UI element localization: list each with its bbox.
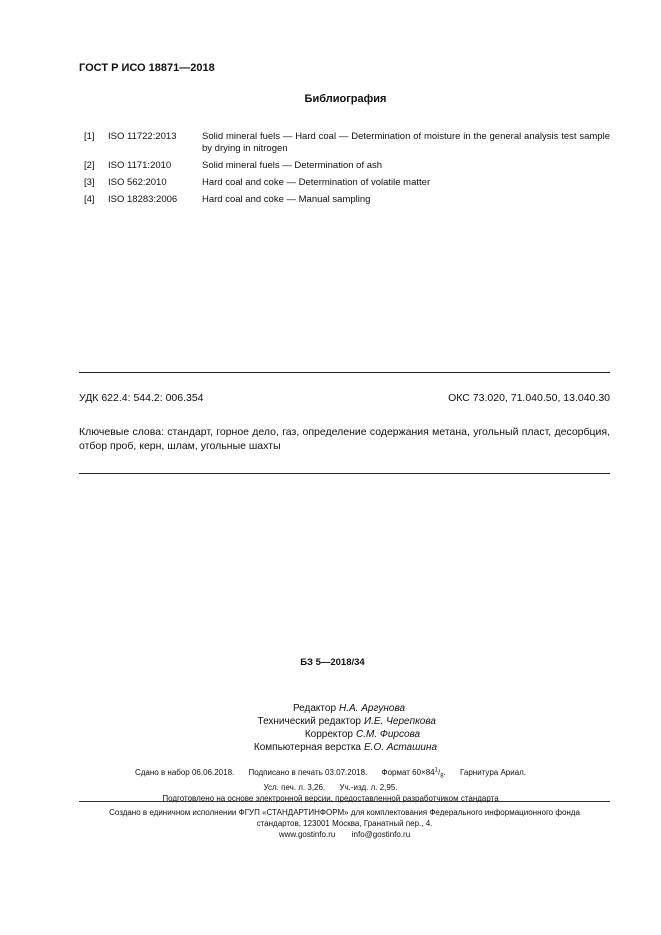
- entry-number: [4]: [84, 194, 95, 205]
- format-sub: 8: [440, 773, 444, 780]
- divider-top: [79, 372, 610, 373]
- entry-code: ISO 18283:2006: [108, 194, 178, 205]
- entry-title: Hard coal and coke — Determination of volatile matter: [202, 177, 431, 188]
- staff-list: [0, 702, 661, 758]
- entry-number: [2]: [84, 160, 95, 171]
- entry-number: [3]: [84, 177, 95, 188]
- bz-block: [0, 657, 661, 668]
- print-info: [0, 765, 661, 804]
- divider-bottom: [79, 473, 610, 474]
- bz-number: БЗ 5—2018/34: [300, 657, 365, 668]
- bibliography-entry: [84, 160, 610, 172]
- publisher-line-2: стандартов, 123001 Москва, Гранатный пер., 4.: [256, 819, 433, 828]
- bibliography-entry: [84, 131, 610, 155]
- format-prefix: Формат 60×84: [381, 767, 435, 777]
- staff-name: И.Е. Черепкова: [364, 716, 436, 727]
- entry-number: [1]: [84, 131, 95, 142]
- staff-name: Е.О. Асташина: [364, 742, 438, 753]
- bibliography-title: Библиография: [304, 93, 387, 105]
- entry-code: ISO 562:2010: [108, 177, 167, 188]
- format-suffix: .: [443, 767, 446, 777]
- format-sup: 1: [434, 767, 438, 773]
- bibliography-entry: [84, 194, 610, 206]
- staff-role: Редактор: [292, 703, 336, 714]
- website-link[interactable]: www.gostinfo.ru: [278, 830, 336, 839]
- entry-title: Solid mineral fuels — Hard coal — Determination of moisture in the general analysis test sample by drying in nitrogen: [202, 131, 610, 154]
- staff-role: Компьютерная верстка: [253, 742, 361, 753]
- typeface: Гарнитура Ариал.: [460, 767, 527, 777]
- print-info-line-3: [0, 793, 661, 804]
- document-id: ГОСТ Р ИСО 18871—2018: [79, 62, 215, 74]
- sent-date: Сдано в набор 06.06.2018.: [134, 767, 235, 777]
- divider-publisher: [79, 801, 610, 802]
- udk-code: УДК 622.4: 544.2: 006.354: [79, 392, 204, 404]
- print-sheets: Усл. печ. л. 3,26.: [263, 783, 326, 793]
- staff-role: Технический редактор: [257, 716, 361, 727]
- keywords: Ключевые слова: стандарт, горное дело, газ, определение содержания метана, угольный пласт, десорбция, отбор проб, керн, шлам, угольные шахты: [79, 426, 610, 452]
- bibliography-entry: [84, 177, 610, 189]
- staff-name: Н.А. Аргунова: [339, 703, 406, 714]
- print-info-line-2: [0, 782, 661, 793]
- publisher-contacts: [79, 829, 610, 840]
- publisher-line-1: Создано в единичном исполнении ФГУП «СТАНДАРТИНФОРМ» для комплектования Федерального информационного фонда: [109, 808, 580, 817]
- print-info-line-1: [0, 765, 661, 782]
- entry-title: Hard coal and coke — Manual sampling: [202, 194, 371, 205]
- publisher-info: [79, 807, 610, 840]
- entry-code: ISO 1171:2010: [108, 160, 172, 171]
- format: Формат $60\times 84^1/_8$.: [381, 767, 446, 780]
- publishing-sheets: Уч.-изд. л. 2,95.: [339, 783, 398, 793]
- staff-role: Корректор: [304, 729, 353, 740]
- staff-name: С.М. Фирсова: [356, 729, 421, 740]
- bibliography-title-block: [0, 93, 661, 105]
- entry-code: ISO 11722:2013: [108, 131, 177, 142]
- oks-code: ОКС 73.020, 71.040.50, 13.040.30: [448, 392, 610, 404]
- signed-date: Подписано в печать 03.07.2018.: [248, 767, 368, 777]
- entry-title: Solid mineral fuels — Determination of ash: [202, 160, 383, 171]
- email-link[interactable]: info@gostinfo.ru: [351, 830, 411, 839]
- prepared-note: Подготовлено на основе электронной версии, предоставленной разработчиком стандарта: [162, 794, 499, 804]
